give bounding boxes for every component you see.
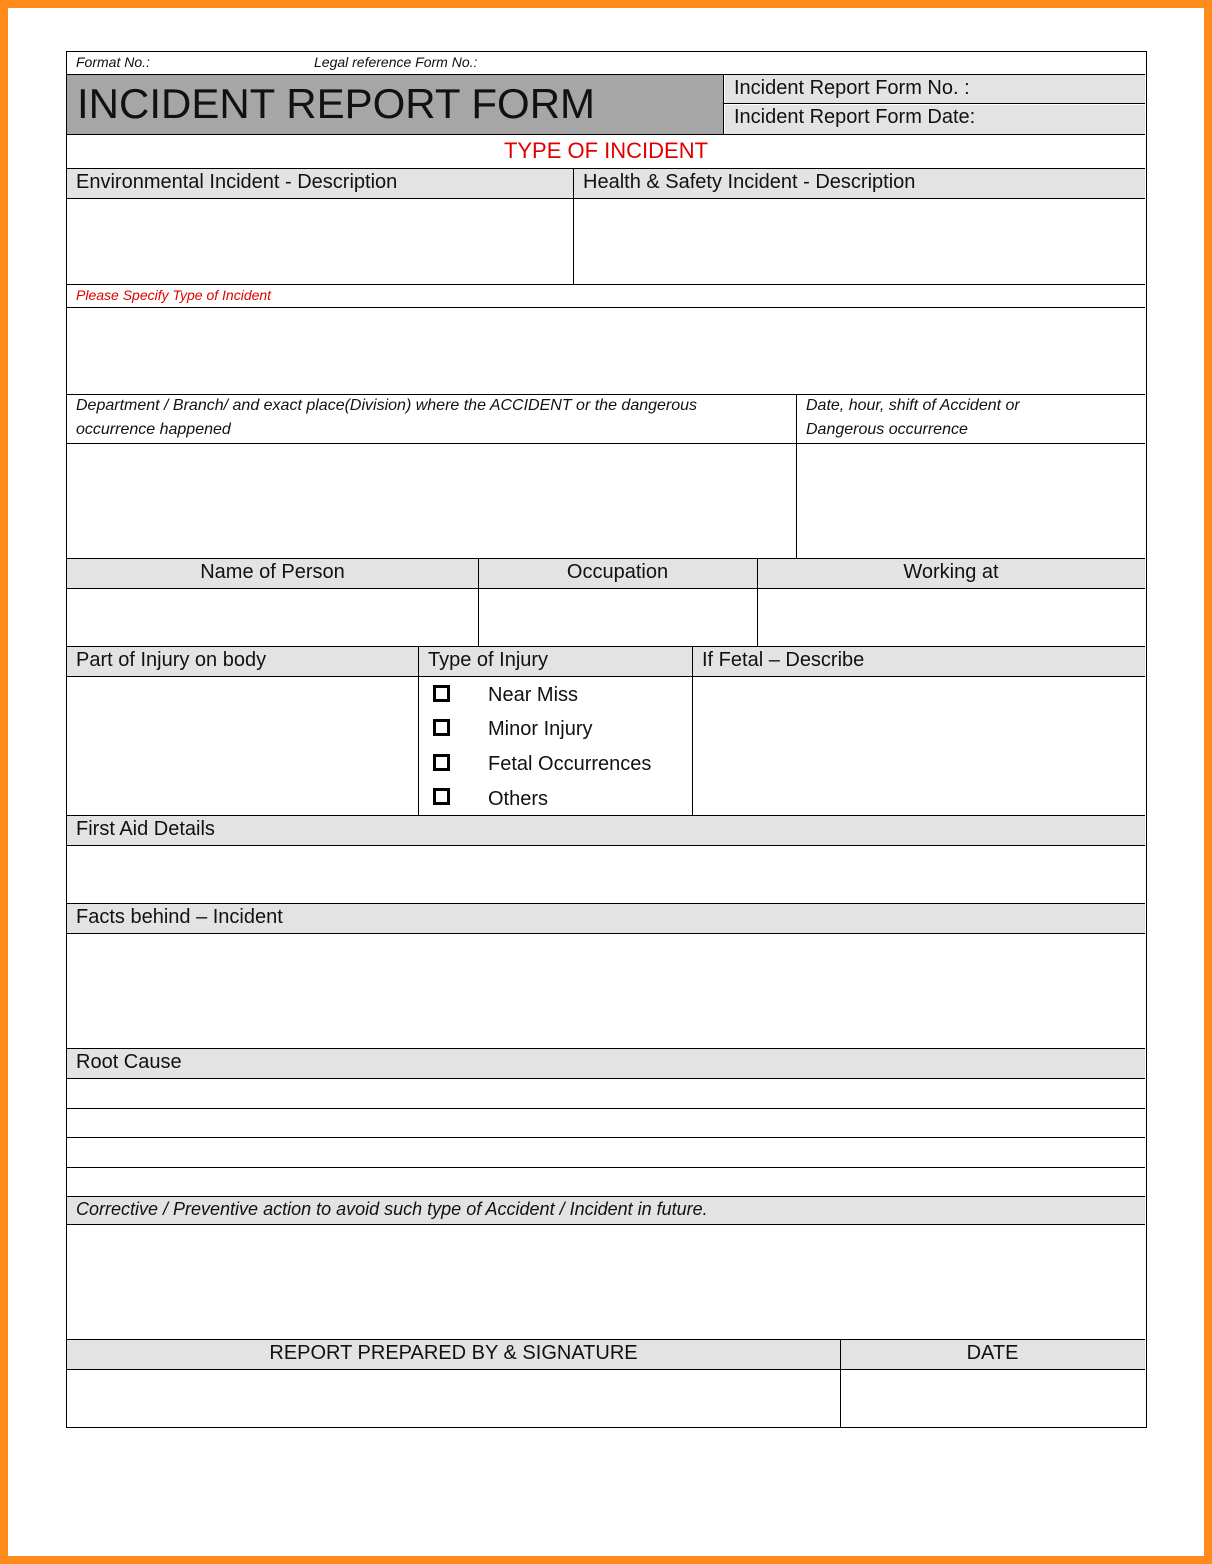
near-miss-option: Near Miss — [488, 684, 579, 706]
occupation-label: Occupation — [566, 561, 669, 583]
minor-injury-checkbox[interactable] — [433, 719, 450, 736]
root-cause-label: Root Cause — [76, 1051, 182, 1073]
minor-injury-option: Minor Injury — [488, 718, 593, 740]
first-aid-field[interactable] — [68, 847, 1144, 902]
working-at-field[interactable] — [759, 590, 1145, 646]
type-of-incident-heading: TYPE OF INCIDENT — [503, 138, 709, 163]
type-of-injury-label: Type of Injury — [428, 649, 549, 671]
specify-type-label: Please Specify Type of Incident — [76, 287, 272, 303]
others-checkbox[interactable] — [433, 788, 450, 805]
root-cause-header — [67, 1049, 1145, 1078]
root-cause-line-3[interactable] — [68, 1138, 1144, 1166]
health-safety-description-field[interactable] — [575, 200, 1145, 284]
corrective-action-label: Corrective / Preventive action to avoid such type of Accident / Incident in future. — [76, 1199, 708, 1219]
others-option: Others — [488, 788, 549, 810]
if-fetal-field[interactable] — [694, 678, 1145, 815]
form-date-label: Incident Report Form Date: — [734, 106, 976, 128]
date-label: DATE — [966, 1342, 1019, 1364]
environmental-incident-label: Environmental Incident - Description — [76, 171, 398, 193]
health-safety-incident-label: Health & Safety Incident - Description — [583, 171, 916, 193]
first-aid-label: First Aid Details — [76, 818, 215, 840]
department-label-line2: occurrence happened — [76, 421, 231, 438]
part-of-injury-field[interactable] — [68, 678, 417, 815]
fetal-occurrences-option: Fetal Occurrences — [488, 753, 652, 775]
environmental-description-field[interactable] — [68, 200, 572, 284]
fetal-occurrences-checkbox[interactable] — [433, 754, 450, 771]
date-hour-label-line1: Date, hour, shift of Accident or — [806, 397, 1020, 414]
name-of-person-field[interactable] — [68, 590, 477, 646]
form-no-label: Incident Report Form No. : — [734, 77, 970, 99]
facts-behind-incident-label: Facts behind – Incident — [76, 906, 283, 928]
part-of-injury-label: Part of Injury on body — [76, 649, 267, 671]
root-cause-line-1[interactable] — [68, 1079, 1144, 1107]
if-fetal-label: If Fetal – Describe — [702, 649, 865, 671]
department-place-field[interactable] — [68, 445, 795, 558]
specify-type-field[interactable] — [68, 309, 1144, 393]
name-of-person-label: Name of Person — [200, 561, 345, 583]
legal-reference-label: Legal reference Form No.: — [314, 54, 478, 70]
signature-date-field[interactable] — [842, 1371, 1145, 1426]
root-cause-line-4[interactable] — [68, 1168, 1144, 1196]
format-no-label: Format No.: — [76, 54, 150, 70]
first-aid-header — [67, 816, 1145, 845]
report-prepared-label: REPORT PREPARED BY & SIGNATURE — [269, 1342, 638, 1364]
date-hour-label-line2: Dangerous occurrence — [806, 421, 968, 438]
corrective-action-field[interactable] — [68, 1226, 1144, 1338]
near-miss-checkbox[interactable] — [433, 685, 450, 702]
form-title: INCIDENT REPORT FORM — [77, 80, 596, 127]
occupation-field[interactable] — [480, 590, 756, 646]
root-cause-line-2[interactable] — [68, 1109, 1144, 1137]
working-at-label: Working at — [903, 561, 999, 583]
report-prepared-signature-field[interactable] — [68, 1371, 839, 1426]
facts-field[interactable] — [68, 935, 1144, 1047]
department-label-line1: Department / Branch/ and exact place(Division) where the ACCIDENT or the dangerous — [76, 397, 698, 414]
incident-report-form — [66, 51, 1147, 1428]
date-hour-shift-field[interactable] — [798, 445, 1145, 558]
